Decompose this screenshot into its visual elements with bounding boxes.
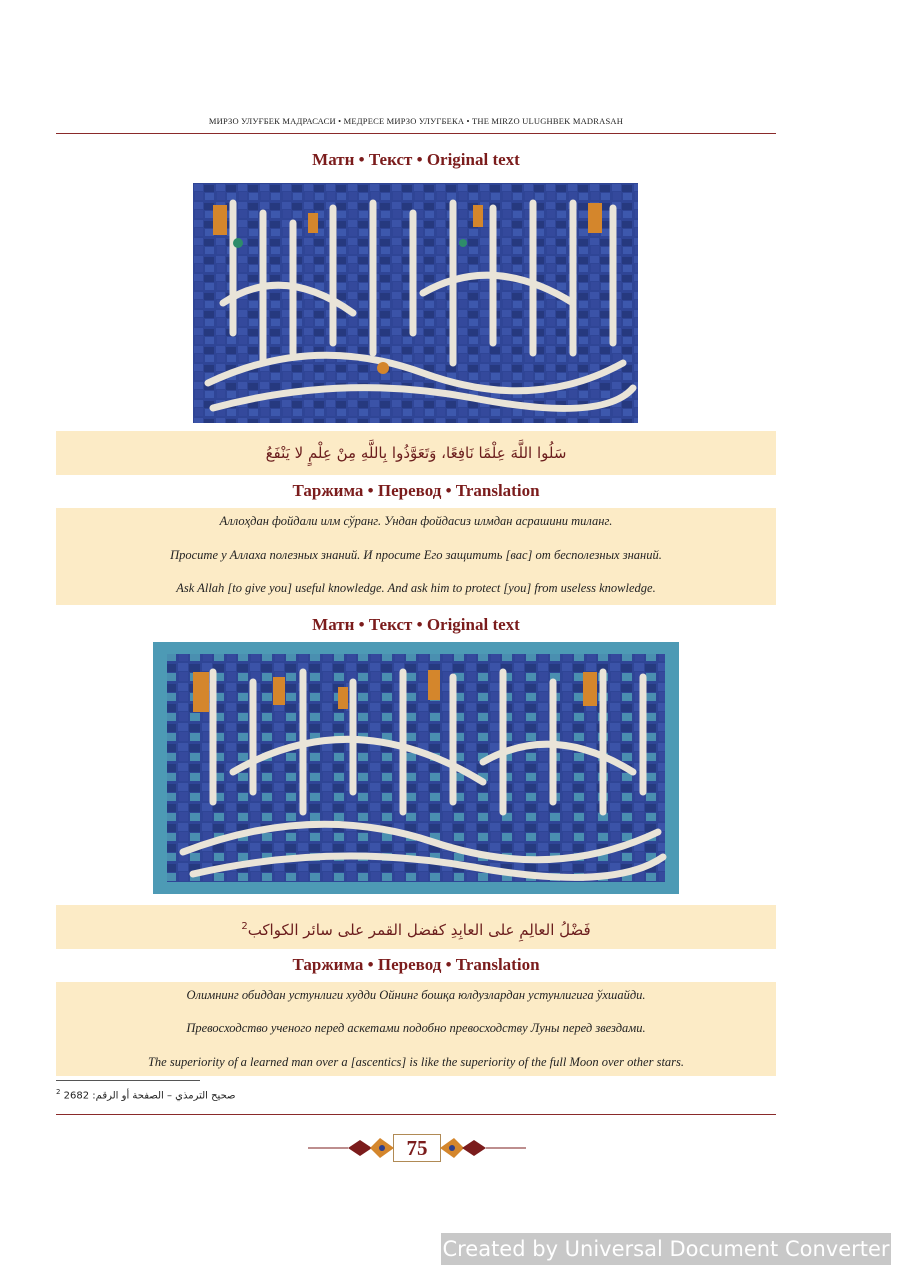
header-rule <box>56 133 776 134</box>
arabic-hadith-2: فَضْلُ العالِمِ على العابِدِ كفضل القمر على سائر الكواكب <box>247 921 591 939</box>
footnote <box>56 1088 236 1101</box>
section1-translation-title: Таржима • Перевод • Translation <box>292 481 540 500</box>
translation-uz-1: Аллоҳдан фойдали илм сўранг. Ундан фойдасиз илмдан асрашини тиланг. <box>219 514 613 528</box>
right-ornament-icon <box>440 1136 526 1160</box>
footer-rule <box>56 1114 776 1115</box>
footnote-text: صحيح الترمذي – الصفحة أو الرقم: 2682 <box>63 1090 236 1102</box>
section1-text-title: Матн • Текст • Original text <box>312 150 520 169</box>
translation-en-2: The superiority of a learned man over a [ascentics] is like the superiority of the full Moon over other stars. <box>147 1055 685 1069</box>
footnote-ref[interactable]: 2 <box>241 921 248 932</box>
running-header: МИРЗО УЛУҒБЕК МАДРАСАСИ • МЕДРЕСЕ МИРЗО УЛУГБЕКА • THE MIRZO ULUGHBEK MADRASAH <box>208 116 624 126</box>
translation-ru-1: Просите у Аллаха полезных знаний. И просите Его защитить [вас] от бесполезных знаний. <box>170 548 662 562</box>
section2-translation-title: Таржима • Перевод • Translation <box>292 955 540 974</box>
translation-ru-2: Превосходство ученого перед аскетами подобно превосходству Луны перед звездами. <box>186 1021 646 1035</box>
mosaic-image-2 <box>153 642 679 894</box>
footnote-rule <box>56 1080 200 1081</box>
arabic-text-2 <box>56 905 776 952</box>
left-ornament-icon <box>308 1136 394 1160</box>
mosaic-image-1 <box>193 183 638 423</box>
watermark: Created by Universal Document Converter <box>441 1233 891 1265</box>
translation-band-1 <box>56 508 776 605</box>
translation-band-2 <box>56 982 776 1076</box>
translation-uz-2: Олимнинг обиддан устунлиги худди Ойнинг бошқа юлдузлардан устунлигига ўхшайди. <box>186 988 646 1002</box>
page-number: 75 <box>393 1134 441 1162</box>
arabic-text-1: سَلُوا اللَّهَ عِلْمًا نَافِعًا، وَتَعَوَّذُوا بِاللَّهِ مِنْ عِلْمٍ لا يَنْفَعُ <box>265 444 567 462</box>
arabic-band-1 <box>56 431 776 475</box>
translation-en-1: Ask Allah [to give you] useful knowledge. And ask him to protect [you] from useless knowledge. <box>176 581 656 595</box>
section2-text-title: Матн • Текст • Original text <box>312 615 520 634</box>
arabic-band-2 <box>56 905 776 949</box>
footnote-marker: 2 <box>56 1088 61 1096</box>
